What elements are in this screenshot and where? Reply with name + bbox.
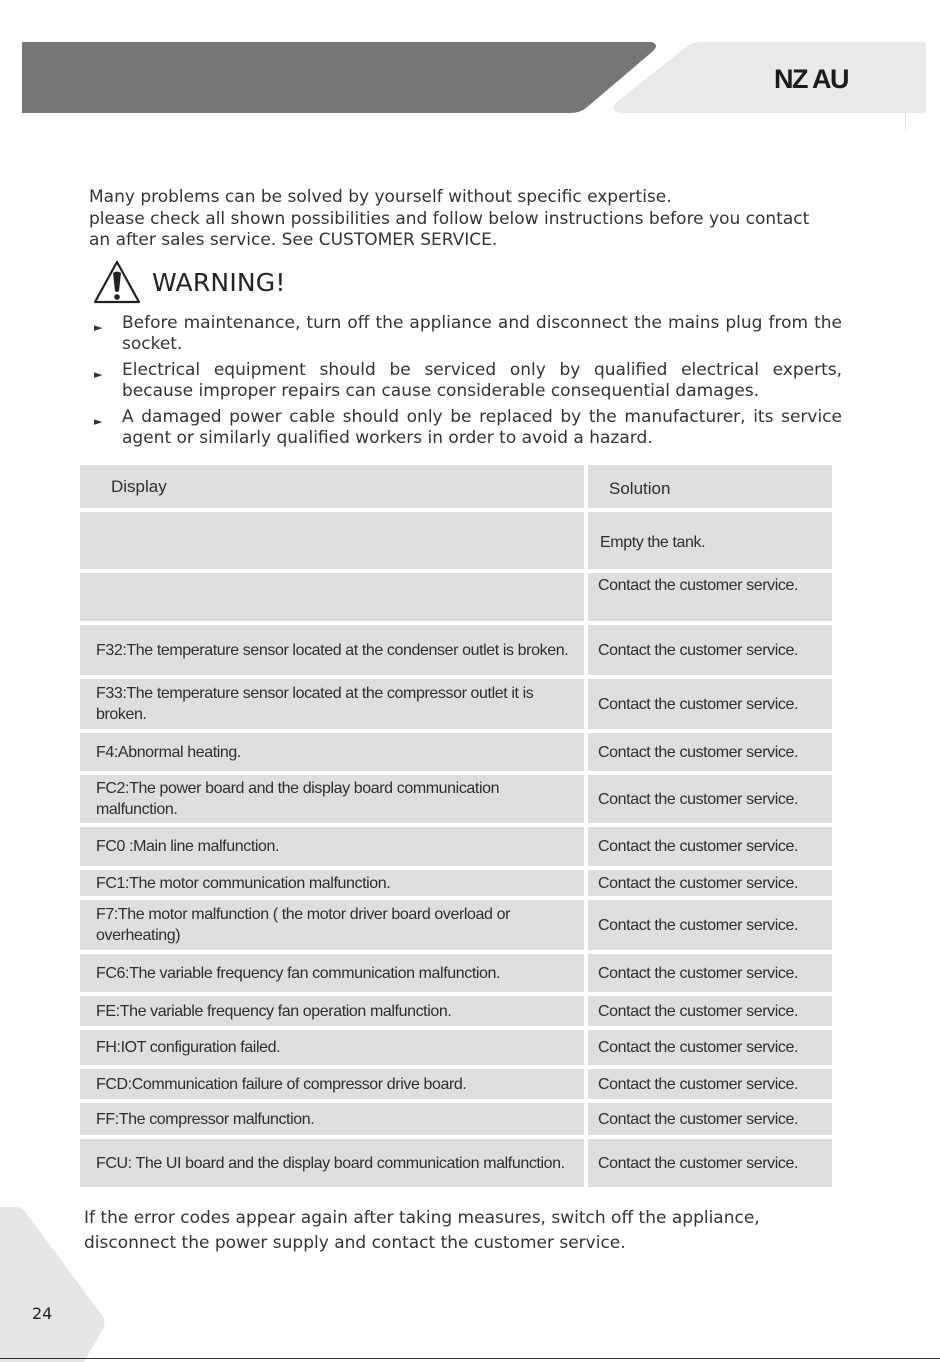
solution-cell: Contact the customer service. <box>588 870 832 896</box>
solution-cell: Contact the customer service. <box>588 625 832 675</box>
display-cell: FC6:The variable frequency fan communication malfunction. <box>80 954 584 992</box>
display-cell: F7:The motor malfunction ( the motor driver board overload or overheating) <box>80 900 584 950</box>
table-row <box>80 573 832 621</box>
display-cell: FCD:Communication failure of compressor drive board. <box>80 1069 584 1099</box>
solution-cell: Contact the customer service. <box>588 1103 832 1135</box>
solution-cell: Contact the customer service. <box>588 679 832 729</box>
solution-cell: Empty the tank. <box>588 512 832 569</box>
table-row <box>80 1103 832 1135</box>
table-row <box>80 679 832 729</box>
solution-cell: Contact the customer service. <box>588 954 832 992</box>
table-row <box>80 954 832 992</box>
solution-cell: Contact the customer service. <box>588 1030 832 1065</box>
solution-cell: Contact the customer service. <box>588 1139 832 1187</box>
solution-cell: Contact the customer service. <box>588 733 832 771</box>
display-cell: F4:Abnormal heating. <box>80 733 584 771</box>
warning-heading <box>92 258 286 306</box>
table-row <box>80 870 832 896</box>
display-cell <box>80 512 584 569</box>
warning-item-text: A damaged power cable should only be replaced by the manufacturer, its service agent or similarly qualified workers in order to avoid a hazard. <box>122 407 842 448</box>
display-cell: FC1:The motor communication malfunction. <box>80 870 584 896</box>
intro-line: please check all shown possibilities and follow below instructions before you contact <box>89 208 810 229</box>
warning-item <box>92 313 842 355</box>
display-cell: FC0 :Main line malfunction. <box>80 827 584 866</box>
display-cell: FF:The compressor malfunction. <box>80 1103 584 1135</box>
warning-list <box>92 313 842 454</box>
troubleshooting-table <box>80 465 832 1187</box>
table-row <box>80 733 832 771</box>
warning-item <box>92 360 842 402</box>
warning-item-text: Electrical equipment should be serviced only by qualified electrical experts, because improper repairs can cause considerable consequential damages. <box>122 360 842 401</box>
table-row <box>80 625 832 675</box>
intro-text <box>89 187 849 252</box>
region-label: NZ AU <box>774 64 848 94</box>
page-bottom-rule <box>0 1358 940 1359</box>
warning-title: WARNING! <box>152 267 286 297</box>
outro-line: If the error codes appear again after taking measures, switch off the appliance, <box>84 1208 760 1228</box>
solution-cell: Contact the customer service. <box>588 1069 832 1099</box>
table-header-row <box>80 465 832 508</box>
solution-cell: Contact the customer service. <box>588 573 832 621</box>
table-row <box>80 1030 832 1065</box>
display-cell: FH:IOT configuration failed. <box>80 1030 584 1065</box>
warning-icon <box>92 259 142 305</box>
bullet-icon: ► <box>94 415 103 428</box>
display-cell: FCU: The UI board and the display board communication malfunction. <box>80 1139 584 1187</box>
table-row <box>80 827 832 866</box>
bullet-icon: ► <box>94 321 103 334</box>
solution-cell: Contact the customer service. <box>588 900 832 950</box>
warning-item-text: Before maintenance, turn off the appliance and disconnect the mains plug from the socket. <box>122 313 842 354</box>
table-row <box>80 775 832 823</box>
table-row <box>80 512 832 569</box>
solution-cell: Contact the customer service. <box>588 775 832 823</box>
solution-cell: Contact the customer service. <box>588 996 832 1026</box>
table-row <box>80 996 832 1026</box>
display-cell: F32:The temperature sensor located at the condenser outlet is broken. <box>80 625 584 675</box>
table-row <box>80 900 832 950</box>
warning-item <box>92 407 842 449</box>
column-header-solution: Solution <box>588 465 832 508</box>
column-header-display: Display <box>80 465 584 508</box>
footer-tab <box>0 1205 110 1362</box>
intro-line: an after sales service. See CUSTOMER SERVICE. <box>89 230 498 250</box>
page-number: 24 <box>32 1304 53 1323</box>
solution-cell: Contact the customer service. <box>588 827 832 866</box>
bullet-icon: ► <box>94 368 103 381</box>
intro-line: Many problems can be solved by yourself without specific expertise. <box>89 187 672 207</box>
table-row <box>80 1139 832 1187</box>
display-cell: F33:The temperature sensor located at the compressor outlet it is broken. <box>80 679 584 729</box>
display-cell <box>80 573 584 621</box>
outro-line: disconnect the power supply and contact the customer service. <box>84 1233 626 1253</box>
table-row <box>80 1069 832 1099</box>
display-cell: FE:The variable frequency fan operation malfunction. <box>80 996 584 1026</box>
outro-text <box>84 1206 844 1256</box>
display-cell: FC2:The power board and the display board communication malfunction. <box>80 775 584 823</box>
